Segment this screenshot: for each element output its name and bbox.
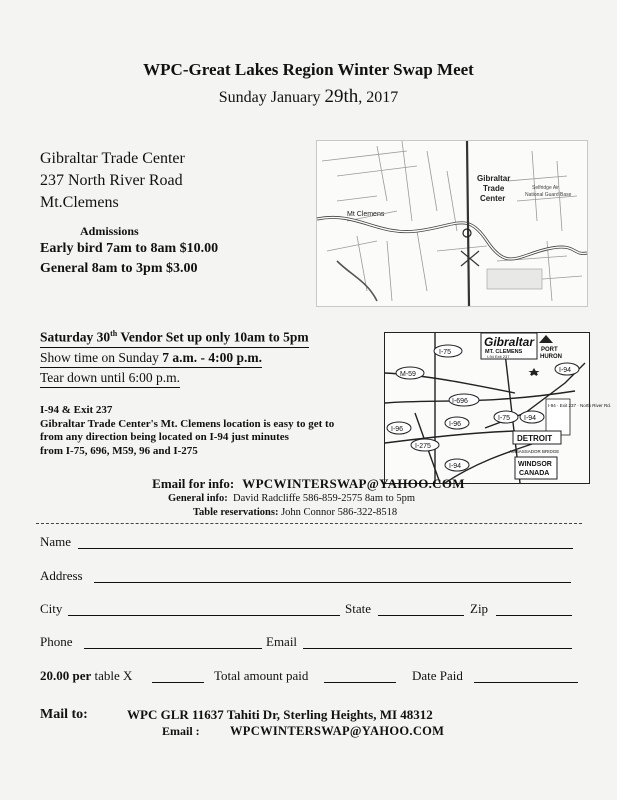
- admission-early-bird: Early bird 7am to 8am $10.00: [40, 241, 219, 256]
- map-brand-sub: MT. CLEMENS: [485, 349, 523, 355]
- show-hours: 7 a.m. - 4:00 p.m.: [162, 349, 263, 365]
- street-map: [316, 140, 588, 307]
- map-m59: M-59: [400, 371, 416, 378]
- cut-line: [36, 523, 582, 524]
- directions-line-1: I-94 & Exit 237: [40, 404, 113, 416]
- map-exit-box: I-94 · Exit 237 · North River Rd.: [548, 403, 612, 408]
- show-prefix: Show time on Sunday: [40, 349, 163, 365]
- table-reservations-value: John Connor 586-322-8518: [281, 507, 398, 518]
- table-reservations: [193, 507, 397, 518]
- event-date: [0, 86, 617, 108]
- highway-map: [384, 332, 612, 484]
- map-ambassador: AMBASSADOR BRIDGE: [509, 449, 560, 454]
- mail-email-address: WPCWINTERSWAP@YAHOO.COM: [230, 724, 445, 738]
- email-field[interactable]: [303, 648, 572, 649]
- mail-email-label: Email :: [162, 724, 200, 738]
- address-label: Address: [40, 568, 83, 583]
- zip-field[interactable]: [496, 615, 572, 616]
- setup-day: Saturday 30: [40, 329, 111, 345]
- teardown: Tear down until 6:00 p.m.: [40, 368, 180, 388]
- table-fee: [40, 668, 132, 684]
- date-day: 29th: [324, 86, 359, 107]
- general-info: [168, 493, 415, 504]
- map-i94-mid: I-94: [524, 415, 537, 422]
- map-label-gibraltar: Gibraltar: [477, 174, 511, 183]
- email-label: Email: [266, 634, 298, 649]
- email-info-label: Email for info:: [152, 476, 235, 491]
- map-i696: I-696: [452, 398, 468, 405]
- directions: [40, 404, 334, 458]
- state-label: State: [345, 601, 371, 616]
- map-detroit: DETROIT: [517, 434, 553, 443]
- map-huron: HURON: [540, 354, 562, 360]
- general-info-value: David Radcliffe 586-859-2575 8am to 5pm: [233, 493, 416, 504]
- total-label: Total amount paid: [214, 668, 309, 683]
- vendor-setup: [40, 324, 309, 348]
- setup-sup: th: [110, 329, 118, 338]
- map-label-mt-clemens: Mt Clemens: [347, 211, 385, 218]
- venue-street: 237 North River Road: [40, 172, 183, 189]
- map-port: PORT: [541, 347, 558, 353]
- date-year: , 2017: [358, 89, 399, 106]
- map-i94-right: I-94: [559, 367, 572, 374]
- map-i75-mid: I-75: [498, 415, 511, 422]
- map-i275: I-275: [415, 443, 431, 450]
- zip-label: Zip: [470, 601, 489, 616]
- name-field[interactable]: [78, 548, 573, 549]
- email-info-address: WPCWINTERSWAP@YAHOO.COM: [242, 476, 465, 491]
- general-info-label: General info:: [168, 493, 228, 504]
- map-label-ng-base: National Guard Base: [525, 192, 572, 198]
- venue-city: Mt.Clemens: [40, 194, 119, 211]
- venue-name: Gibraltar Trade Center: [40, 150, 185, 167]
- setup-rest: Vendor Set up only 10am to 5pm: [117, 329, 309, 345]
- map-windsor: WINDSOR: [518, 461, 552, 468]
- admission-general: General 8am to 3pm $3.00: [40, 261, 198, 276]
- map-i94-bot: I-94: [449, 463, 462, 470]
- mail-to-label: Mail to:: [40, 707, 88, 722]
- venue-address: [40, 148, 185, 214]
- highway-map-drawing: [385, 333, 612, 483]
- city-field[interactable]: [68, 615, 340, 616]
- city-label: City: [40, 601, 63, 616]
- date-prefix: Sunday January: [218, 89, 325, 106]
- info-email-line: [0, 476, 617, 492]
- street-map-drawing: [317, 141, 587, 306]
- vendor-schedule: [40, 324, 309, 388]
- mail-to-address: WPC GLR 11637 Tahiti Dr, Sterling Heights, MI 48312: [127, 707, 433, 722]
- total-field[interactable]: [324, 682, 396, 683]
- map-brand: Gibraltar: [484, 335, 535, 349]
- address-field[interactable]: [94, 582, 571, 583]
- tables-count-field[interactable]: [152, 682, 204, 683]
- fee-amount: 20.00 per: [40, 668, 92, 683]
- page-title: WPC-Great Lakes Region Winter Swap Meet: [143, 60, 474, 79]
- state-field[interactable]: [378, 615, 464, 616]
- phone-field[interactable]: [84, 648, 262, 649]
- name-label: Name: [40, 534, 72, 549]
- table-reservations-label: Table reservations:: [193, 507, 279, 518]
- directions-line-2: Gibraltar Trade Center's Mt. Clemens location is easy to get to: [40, 417, 335, 430]
- directions-line-3: from any direction being located on I-94 just minutes: [40, 431, 289, 443]
- admissions-heading: Admissions: [80, 224, 139, 238]
- map-exit: I-94 Exit 237: [487, 354, 510, 359]
- show-time: [40, 348, 262, 368]
- map-label-trade: Trade: [483, 184, 505, 193]
- fee-per-table: table X: [91, 668, 133, 683]
- date-paid-field[interactable]: [474, 682, 578, 683]
- phone-label: Phone: [40, 634, 73, 649]
- directions-line-4: from I-75, 696, M59, 96 and I-275: [40, 444, 198, 457]
- map-i96b: I-96: [449, 421, 462, 428]
- map-canada: CANADA: [519, 470, 550, 477]
- map-label-selfridge: Selfridge Air: [532, 185, 559, 191]
- map-label-center: Center: [480, 194, 506, 203]
- date-paid-label: Date Paid: [412, 668, 463, 683]
- map-i75-top: I-75: [439, 349, 452, 356]
- map-i96: I-96: [391, 426, 404, 433]
